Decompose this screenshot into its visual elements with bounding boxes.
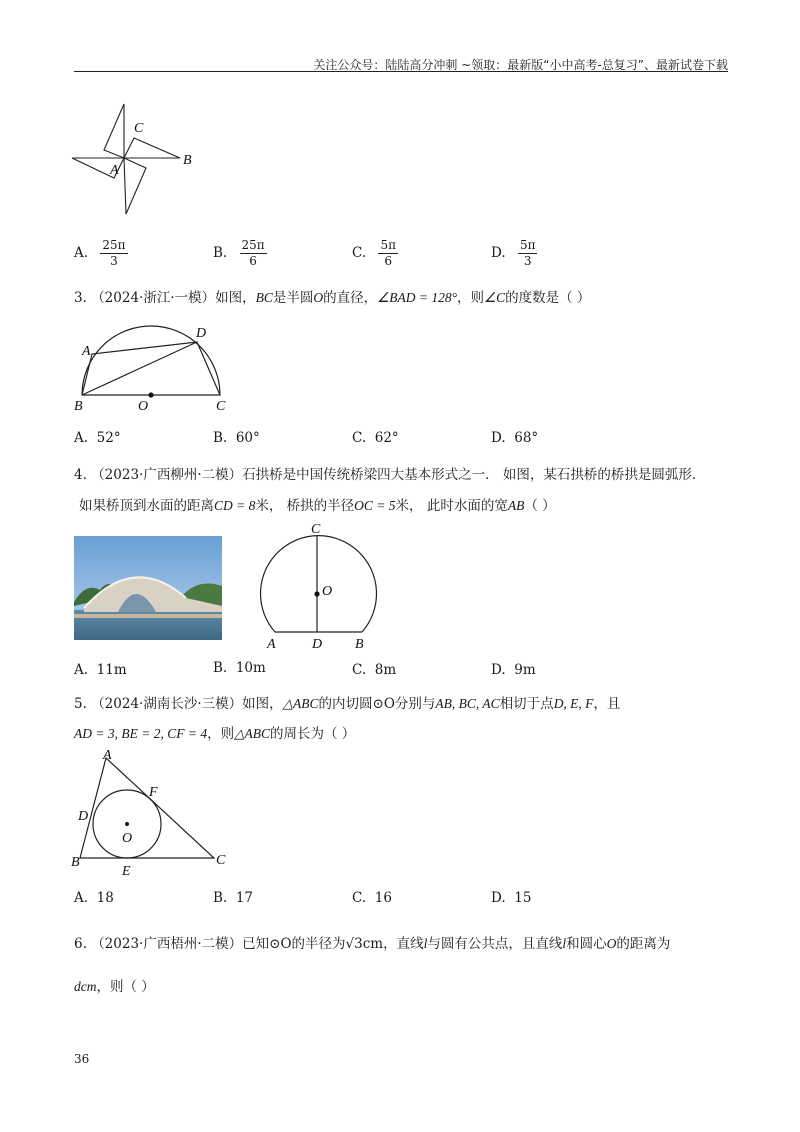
label-O: O: [322, 584, 333, 599]
header-divider: [74, 71, 728, 72]
label-A: A: [267, 637, 276, 652]
label-D: D: [312, 637, 323, 652]
q5-stem-line1: 5. （2024·湖南长沙·三模）如图，△ABC的内切圆⊙O分别与AB, BC, AC相切于点D, E, F，且: [74, 696, 621, 712]
label-O: O: [122, 831, 133, 846]
q4-option-a: A. 11m: [74, 662, 127, 678]
label-D: D: [78, 809, 89, 824]
label-D: D: [196, 326, 207, 341]
q2-option-a: A. $\frac{25\pi}{3}$: [74, 238, 126, 268]
label-E: E: [122, 864, 131, 878]
page-header: 关注公众号：陆陆高分冲刺 ~领取：最新版“小中高考-总复习”、最新试卷下载: [313, 58, 728, 72]
q2-option-b: B. $\frac{25\pi}{6}$: [213, 238, 265, 268]
q3-option-d: D. 68°: [491, 430, 539, 446]
center-dot: [148, 392, 153, 397]
q3-option-a: A. 52°: [74, 430, 121, 446]
bridge-photo: [74, 536, 222, 640]
q2-option-d: D. $\frac{5\pi}{3}$: [491, 238, 536, 268]
q3-option-c: C. 62°: [352, 430, 399, 446]
label-F: F: [149, 785, 158, 800]
q4-option-b: B. 10m: [213, 660, 266, 676]
pinwheel-figure: [66, 100, 206, 218]
label-A: A: [110, 163, 119, 178]
q3-stem: 3. （2024·浙江·一模）如图，BC是半圆O的直径，∠BAD = 128°，则∠C的度数是（ ）: [74, 290, 591, 306]
q5-option-c: C. 16: [352, 890, 392, 906]
q5-option-d: D. 15: [491, 890, 532, 906]
q4-stem-line2: 如果桥顶到水面的距离CD = 8米， 桥拱的半径OC = 5米， 此时水面的宽AB（ ）: [79, 498, 556, 514]
q5-option-a: A. 18: [74, 890, 114, 906]
label-C: C: [216, 853, 226, 868]
label-A: A: [103, 748, 112, 763]
label-B: B: [355, 637, 364, 652]
label-B: B: [74, 399, 83, 414]
q5-stem-line2: AD = 3, BE = 2, CF = 4，则△ABC的周长为（ ）: [74, 726, 356, 742]
q6-stem-line1: 6. （2023·广西梧州·二模）已知⊙O的半径为√3cm，直线l与圆有公共点，且直线l和圆心O的距离为: [74, 936, 671, 952]
page-number: 36: [74, 1052, 90, 1066]
label-A: A: [82, 344, 91, 359]
label-O: O: [138, 399, 149, 414]
q2-option-a-fraction: $\frac{25\pi}{3}$: [102, 238, 126, 268]
q6-stem-line2: dcm，则（ ）: [74, 979, 155, 995]
label-C: C: [134, 121, 144, 136]
q3-option-b: B. 60°: [213, 430, 260, 446]
incircle-triangle-figure: [66, 748, 236, 878]
semicircle-figure: [66, 320, 246, 420]
q4-option-c: C. 8m: [352, 662, 397, 678]
q5-option-b: B. 17: [213, 890, 253, 906]
q2-option-c-fraction: $\frac{5\pi}{6}$: [380, 238, 396, 268]
label-B: B: [71, 855, 80, 870]
label-B: B: [183, 153, 192, 168]
q2-option-d-fraction: $\frac{5\pi}{3}$: [519, 238, 536, 268]
q2-option-c: C. $\frac{5\pi}{6}$: [352, 238, 396, 268]
label-C: C: [216, 399, 226, 414]
center-dot: [314, 591, 319, 596]
center-dot: [125, 822, 129, 826]
q4-option-d: D. 9m: [491, 662, 536, 678]
label-C: C: [311, 522, 321, 537]
q4-stem-line1: 4. （2023·广西柳州·二模）石拱桥是中国传统桥梁四大基本形式之一． 如图，某石拱桥的桥拱是圆弧形.: [74, 467, 697, 483]
arch-figure: [250, 518, 386, 654]
q2-option-b-fraction: $\frac{25\pi}{6}$: [241, 238, 265, 268]
